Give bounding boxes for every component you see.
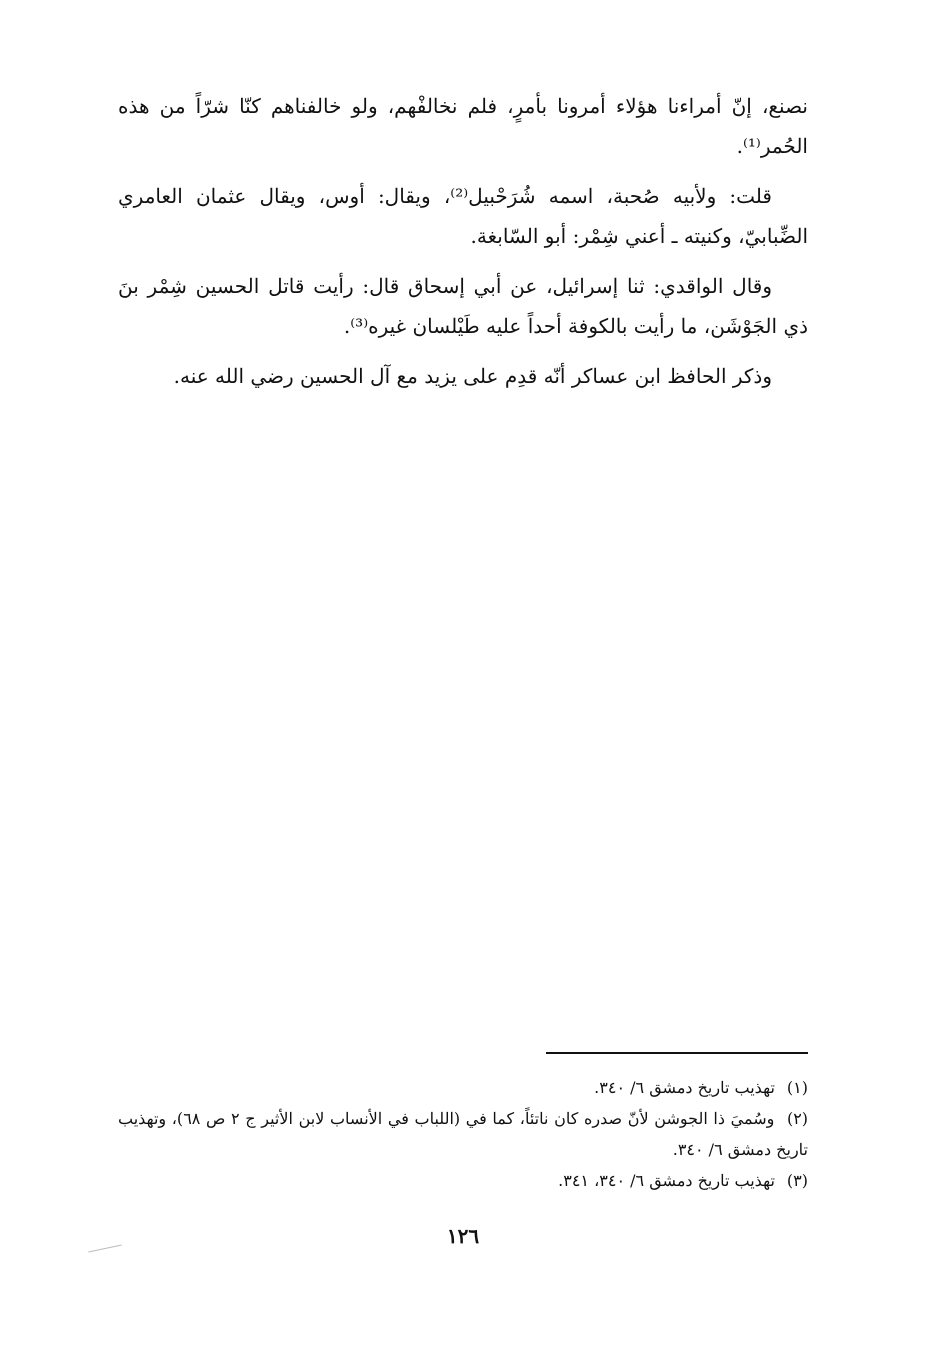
footnote-text: تهذيب تاريخ دمشق ٦/ ٣٤٠، ٣٤١. <box>558 1171 775 1190</box>
footnote-number: (٣) <box>786 1171 808 1190</box>
footnote-number: (٢) <box>786 1109 809 1128</box>
footnotes-block <box>118 1072 808 1196</box>
body-paragraph-1: نصنع، إنّ أمراءنا هؤلاء أمرونا بأمرٍ، فلم نخالفْهم، ولو خالفناهم كنّا شرّاً من هذه الحُمر⁽¹⁾. <box>118 94 808 158</box>
page-number: ١٢٦ <box>446 1224 480 1248</box>
body-paragraph-4: وذكر الحافظ ابن عساكر أنّه قدِم على يزيد مع آل الحسين رضي الله عنه. <box>173 364 772 388</box>
footnote-number: (١) <box>786 1078 808 1097</box>
body-paragraph-2: قلت: ولأبيه صُحبة، اسمه شُرَحْبيل⁽²⁾، ويقال: أوس، ويقال عثمان العامري الضِّبابيّ، وكنيته ـ أعني شِمْر: أبو السّابغة. <box>118 184 808 248</box>
footnote-separator <box>546 1052 808 1054</box>
footnote-1 <box>118 1072 808 1103</box>
footnote-text: وسُميَ ذا الجوشن لأنّ صدره كان ناتئاً، كما في (اللباب في الأنساب لابن الأثير ج ٢ ص ٦٨)، وتهذيب تاريخ دمشق ٦/ ٣٤٠. <box>118 1109 808 1159</box>
main-text-block <box>118 86 808 406</box>
footnote-text: تهذيب تاريخ دمشق ٦/ ٣٤٠. <box>594 1078 775 1097</box>
body-paragraph-3: وقال الواقدي: ثنا إسرائيل، عن أبي إسحاق قال: رأيت قاتل الحسين شِمْر بنَ ذي الجَوْشَن، ما رأيت بالكوفة أحداً عليه طَيْلسان غيره⁽³⁾. <box>118 274 808 338</box>
footnote-2 <box>118 1103 808 1165</box>
footnote-3 <box>118 1165 808 1196</box>
